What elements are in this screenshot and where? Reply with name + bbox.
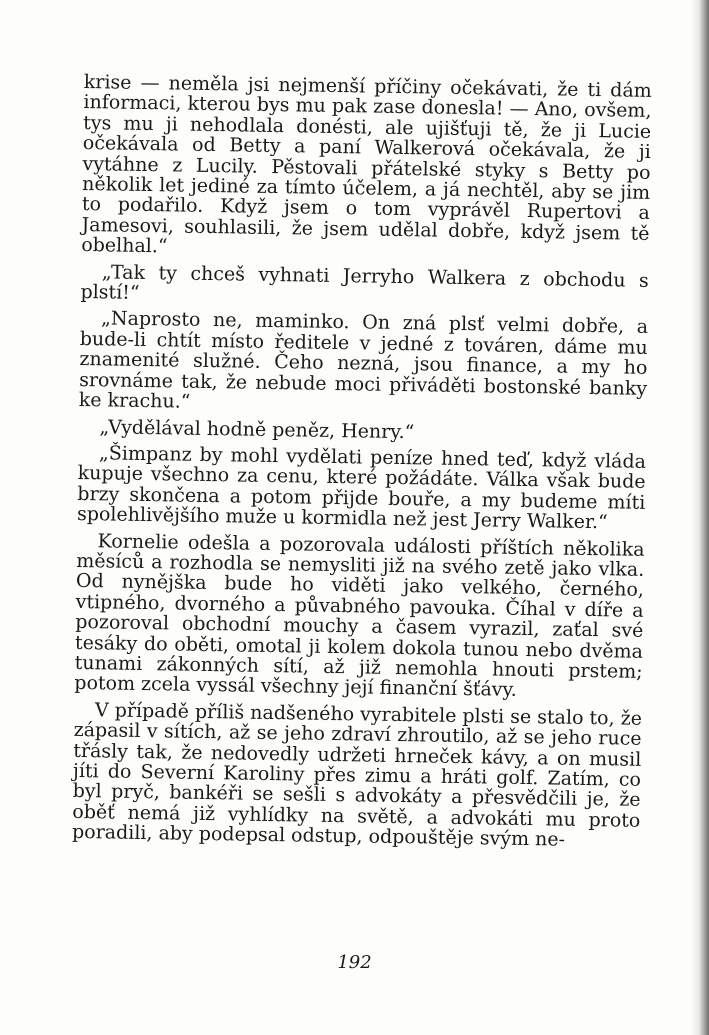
- paragraph-7: V případě příliš nadšeného vyrabitele plsti se stalo to, že zápasil v sítích, až se jeho zdraví zhroutilo, až se jeho ruce třásly tak, že nedovedly udržeti hrneček kávy, a on musil jíti do Severní Karoliny přes zimu a hráti golf. Zatím, co byl pryč, bankéři se sešli s advokáty a přesvědčili je, že oběť nemá již vyhlídky na světě, a advokáti mu proto poradili, aby podepsal odstup, odpouštěje svým ne-: [71, 699, 643, 851]
- paragraph-2: „Tak ty chceš vyhnati Jerryho Walkera z obchodu s plstí!“: [80, 260, 649, 304]
- page-binding-edge: [691, 0, 709, 1035]
- page-number: 192: [337, 952, 372, 973]
- paragraph-4: „Vydělával hodně peněz, Henry.“: [99, 415, 415, 443]
- body-text: [72, 72, 652, 857]
- paragraph-6: Kornelie odešla a pozorovala události příštích několika měsíců a rozhodla se nemysliti již na svého zetě jako vlka. Od nynějška bude ho viděti jako velkého, černého, vtipného, dvorného a půvabného pavouka. Číhal v díře a pozoroval obchodní mouchy a časem vyrazil, zaťal své tesáky do oběti, omotal ji kolem dokola tunou nebo dvěma tunami zákonných sítí, až již nemohla hnouti prstem; potom zcela vyssál všechny její finanční šťávy.: [74, 529, 645, 702]
- paragraph-3: „Naprosto ne, maminko. On zná plsť velmi dobře, a bude-li chtít místo ředitele v jedné z továren, dáme mu znamenité služné. Čeho nezná, jsou finance, a my ho srovnáme tak, že nebude moci přiváděti bostonské banky ke krachu.“: [78, 307, 649, 413]
- paragraph-5: „Šimpanz by mohl vydělati peníze hned teď, když vláda kupuje všechno za cenu, které požádáte. Válka však bude brzy skončena a potom přijde bouře, a my budeme míti spolehlivějšího muže u kormidla než jest Jerry Walker.“: [76, 442, 647, 534]
- paragraph-1: krise — neměla jsi nejmenší příčiny očekávati, že ti dám informaci, kterou bys mu pak zase donesla! — Ano, ovšem, tys mu ji nehodlala donésti, ale ujišťuji tě, že ji Lucie očekávala od Betty a paní Walkerová očekávala, že ji vytáhne z Lucily. Pěstovali přátelské styky s Betty po několik let jediné za tímto účelem, a já nechtěl, aby se jim to podařilo. Když jsem o tom vyprávěl Rupertovi a Jamesovi, souhlasili, že jsem udělal dobře, když jsem tě obelhal.“: [81, 71, 652, 258]
